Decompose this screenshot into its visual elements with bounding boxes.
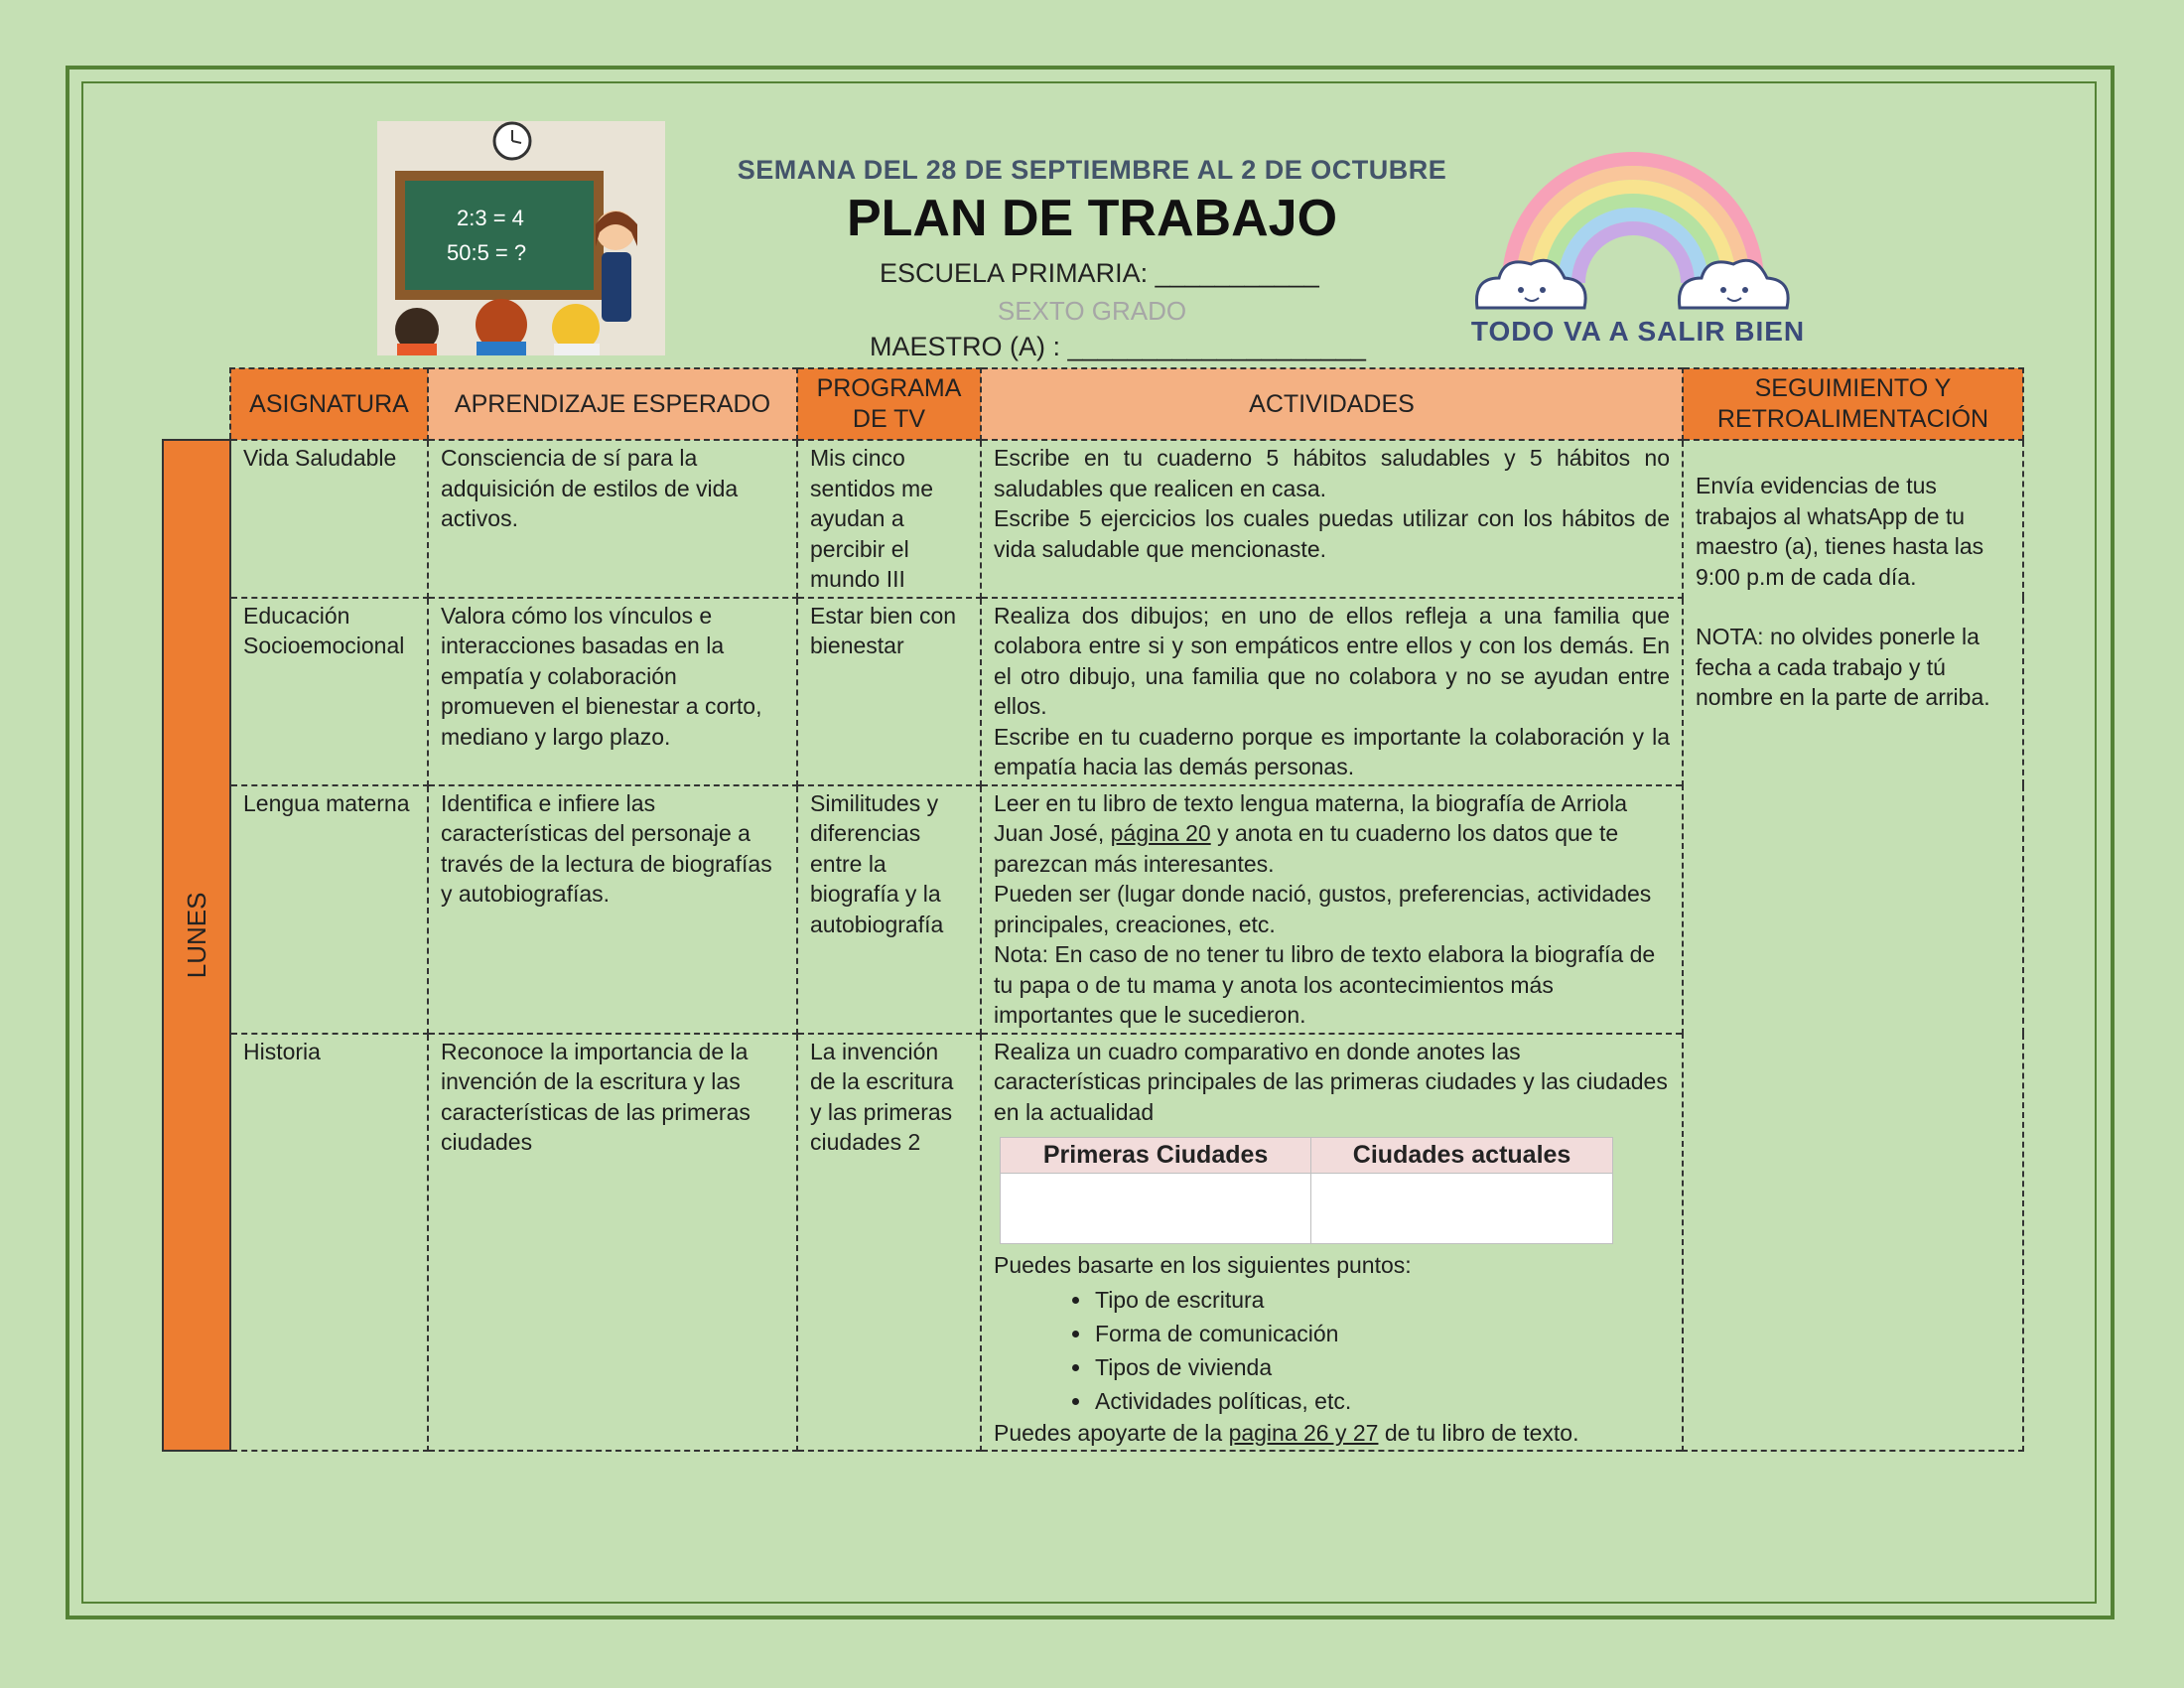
motto-text: TODO VA A SALIR BIEN xyxy=(1470,316,1806,347)
activities-cell xyxy=(981,598,1683,785)
comparison-header-first-cities: Primeras Ciudades xyxy=(1001,1138,1311,1174)
rainbow-icon xyxy=(1469,119,1797,328)
list-item: • Actividades políticas, etc. xyxy=(1093,1384,1670,1418)
learning-cell: Reconoce la importancia de la invención de la escritura y las características de las primeras ciudades xyxy=(428,1034,797,1452)
tv-program-cell: Estar bien con bienestar xyxy=(797,598,981,785)
page-title: PLAN DE TRABAJO xyxy=(846,190,1338,247)
feedback-instructions: Envía evidencias de tus trabajos al whatsApp de tu maestro (a), tienes hasta las 9:00 p.m de cada día. xyxy=(1696,473,1984,590)
points-list xyxy=(994,1283,1670,1418)
activity-text: Leer en tu libro de texto lengua materna, la biografía de Arriola Juan José, página 20 y anota en tu cuaderno los datos que te parezcan más interesantes. xyxy=(994,789,1628,877)
tv-program-cell: La invención de la escritura y las primeras ciudades 2 xyxy=(797,1034,981,1452)
page-reference-link: página 20 xyxy=(1110,820,1211,846)
activity-text: Realiza dos dibujos; en uno de ellos refleja a una familia que colabora entre si y son empáticos entre ellos y con los demás. En el otro dibujo, una familia que no colabora y no se ayudan entre ellos. xyxy=(994,602,1670,719)
school-field: ESCUELA PRIMARIA: ___________ xyxy=(880,258,1319,288)
day-cell xyxy=(163,440,230,1451)
subject-cell: Lengua materna xyxy=(230,785,428,1034)
activities-cell xyxy=(981,785,1683,1034)
feedback-note: NOTA: no olvides ponerle la fecha a cada trabajo y tú nombre en la parte de arriba. xyxy=(1696,624,1990,710)
activity-text: Escribe en tu cuaderno porque es importante la colaboración y la empatía hacia las demás personas. xyxy=(994,723,1670,779)
header-learning: APRENDIZAJE ESPERADO xyxy=(428,368,797,440)
learning-cell: Valora cómo los vínculos e interacciones basadas en la empatía y colaboración promueven el bienestar a corto, mediano y largo plazo. xyxy=(428,598,797,785)
points-intro: Puedes basarte en los siguientes puntos: xyxy=(994,1252,1412,1278)
activity-closing: Puedes apoyarte de la pagina 26 y 27 de tu libro de texto. xyxy=(994,1419,1579,1446)
learning-cell: Identifica e infiere las características del personaje a través de la lectura de biografías y autobiografías. xyxy=(428,785,797,1034)
activity-text: Escribe en tu cuaderno 5 hábitos saludables y 5 hábitos no saludables que realicen en casa. xyxy=(994,445,1670,501)
tv-program-cell: Similitudes y diferencias entre la biografía y la autobiografía xyxy=(797,785,981,1034)
tv-program-cell: Mis cinco sentidos me ayudan a percibir el mundo III xyxy=(797,440,981,598)
classroom-illustration xyxy=(377,121,665,355)
grade-label: SEXTO GRADO xyxy=(997,296,1187,326)
activity-text: Pueden ser (lugar donde nació, gustos, preferencias, actividades principales, creaciones, etc. xyxy=(994,881,1652,937)
list-item: • Forma de comunicación xyxy=(1093,1317,1670,1350)
header-spacer xyxy=(163,368,230,440)
header-subject: ASIGNATURA xyxy=(230,368,428,440)
comparison-cell-empty xyxy=(1001,1174,1311,1244)
comparison-table xyxy=(1000,1137,1613,1244)
activity-text: Escribe 5 ejercicios los cuales puedas utilizar con los hábitos de vida saludable que mencionaste. xyxy=(994,505,1670,562)
teacher-field: MAESTRO (A) : ____________________ xyxy=(870,332,1366,361)
list-item: • Tipos de vivienda xyxy=(1093,1350,1670,1384)
comparison-header-current-cities: Ciudades actuales xyxy=(1311,1138,1613,1174)
subject-cell: Educación Socioemocional xyxy=(230,598,428,785)
header-tv-program: PROGRAMA DE TV xyxy=(797,368,981,440)
table-header-row xyxy=(163,368,2023,440)
svg-text:2:3 = 4: 2:3 = 4 xyxy=(457,206,524,230)
table-row xyxy=(163,440,2023,598)
subject-cell: Vida Saludable xyxy=(230,440,428,598)
svg-text:50:5 = ?: 50:5 = ? xyxy=(447,240,527,265)
work-plan-table xyxy=(162,367,2022,1446)
list-item: • Tipo de escritura xyxy=(1093,1283,1670,1317)
activity-text: Realiza un cuadro comparativo en donde anotes las características principales de las primeras ciudades y las ciudades en la actualidad xyxy=(994,1038,1668,1125)
comparison-cell-empty xyxy=(1311,1174,1613,1244)
day-label: LUNES xyxy=(181,892,211,978)
subject-cell: Historia xyxy=(230,1034,428,1452)
feedback-cell xyxy=(1683,440,2023,1451)
header-feedback: SEGUIMIENTO Y RETROALIMENTACIÓN xyxy=(1683,368,2023,440)
page-reference-link: pagina 26 y 27 xyxy=(1228,1419,1379,1446)
activities-cell xyxy=(981,440,1683,598)
header-activities: ACTIVIDADES xyxy=(981,368,1683,440)
activity-note: Nota: En caso de no tener tu libro de texto elabora la biografía de tu papa o de tu mama y anota los acontecimientos más importantes que le sucedieron. xyxy=(994,941,1656,1028)
week-range: SEMANA DEL 28 DE SEPTIEMBRE AL 2 DE OCTUBRE xyxy=(737,155,1447,185)
activities-cell xyxy=(981,1034,1683,1452)
learning-cell: Consciencia de sí para la adquisición de estilos de vida activos. xyxy=(428,440,797,598)
